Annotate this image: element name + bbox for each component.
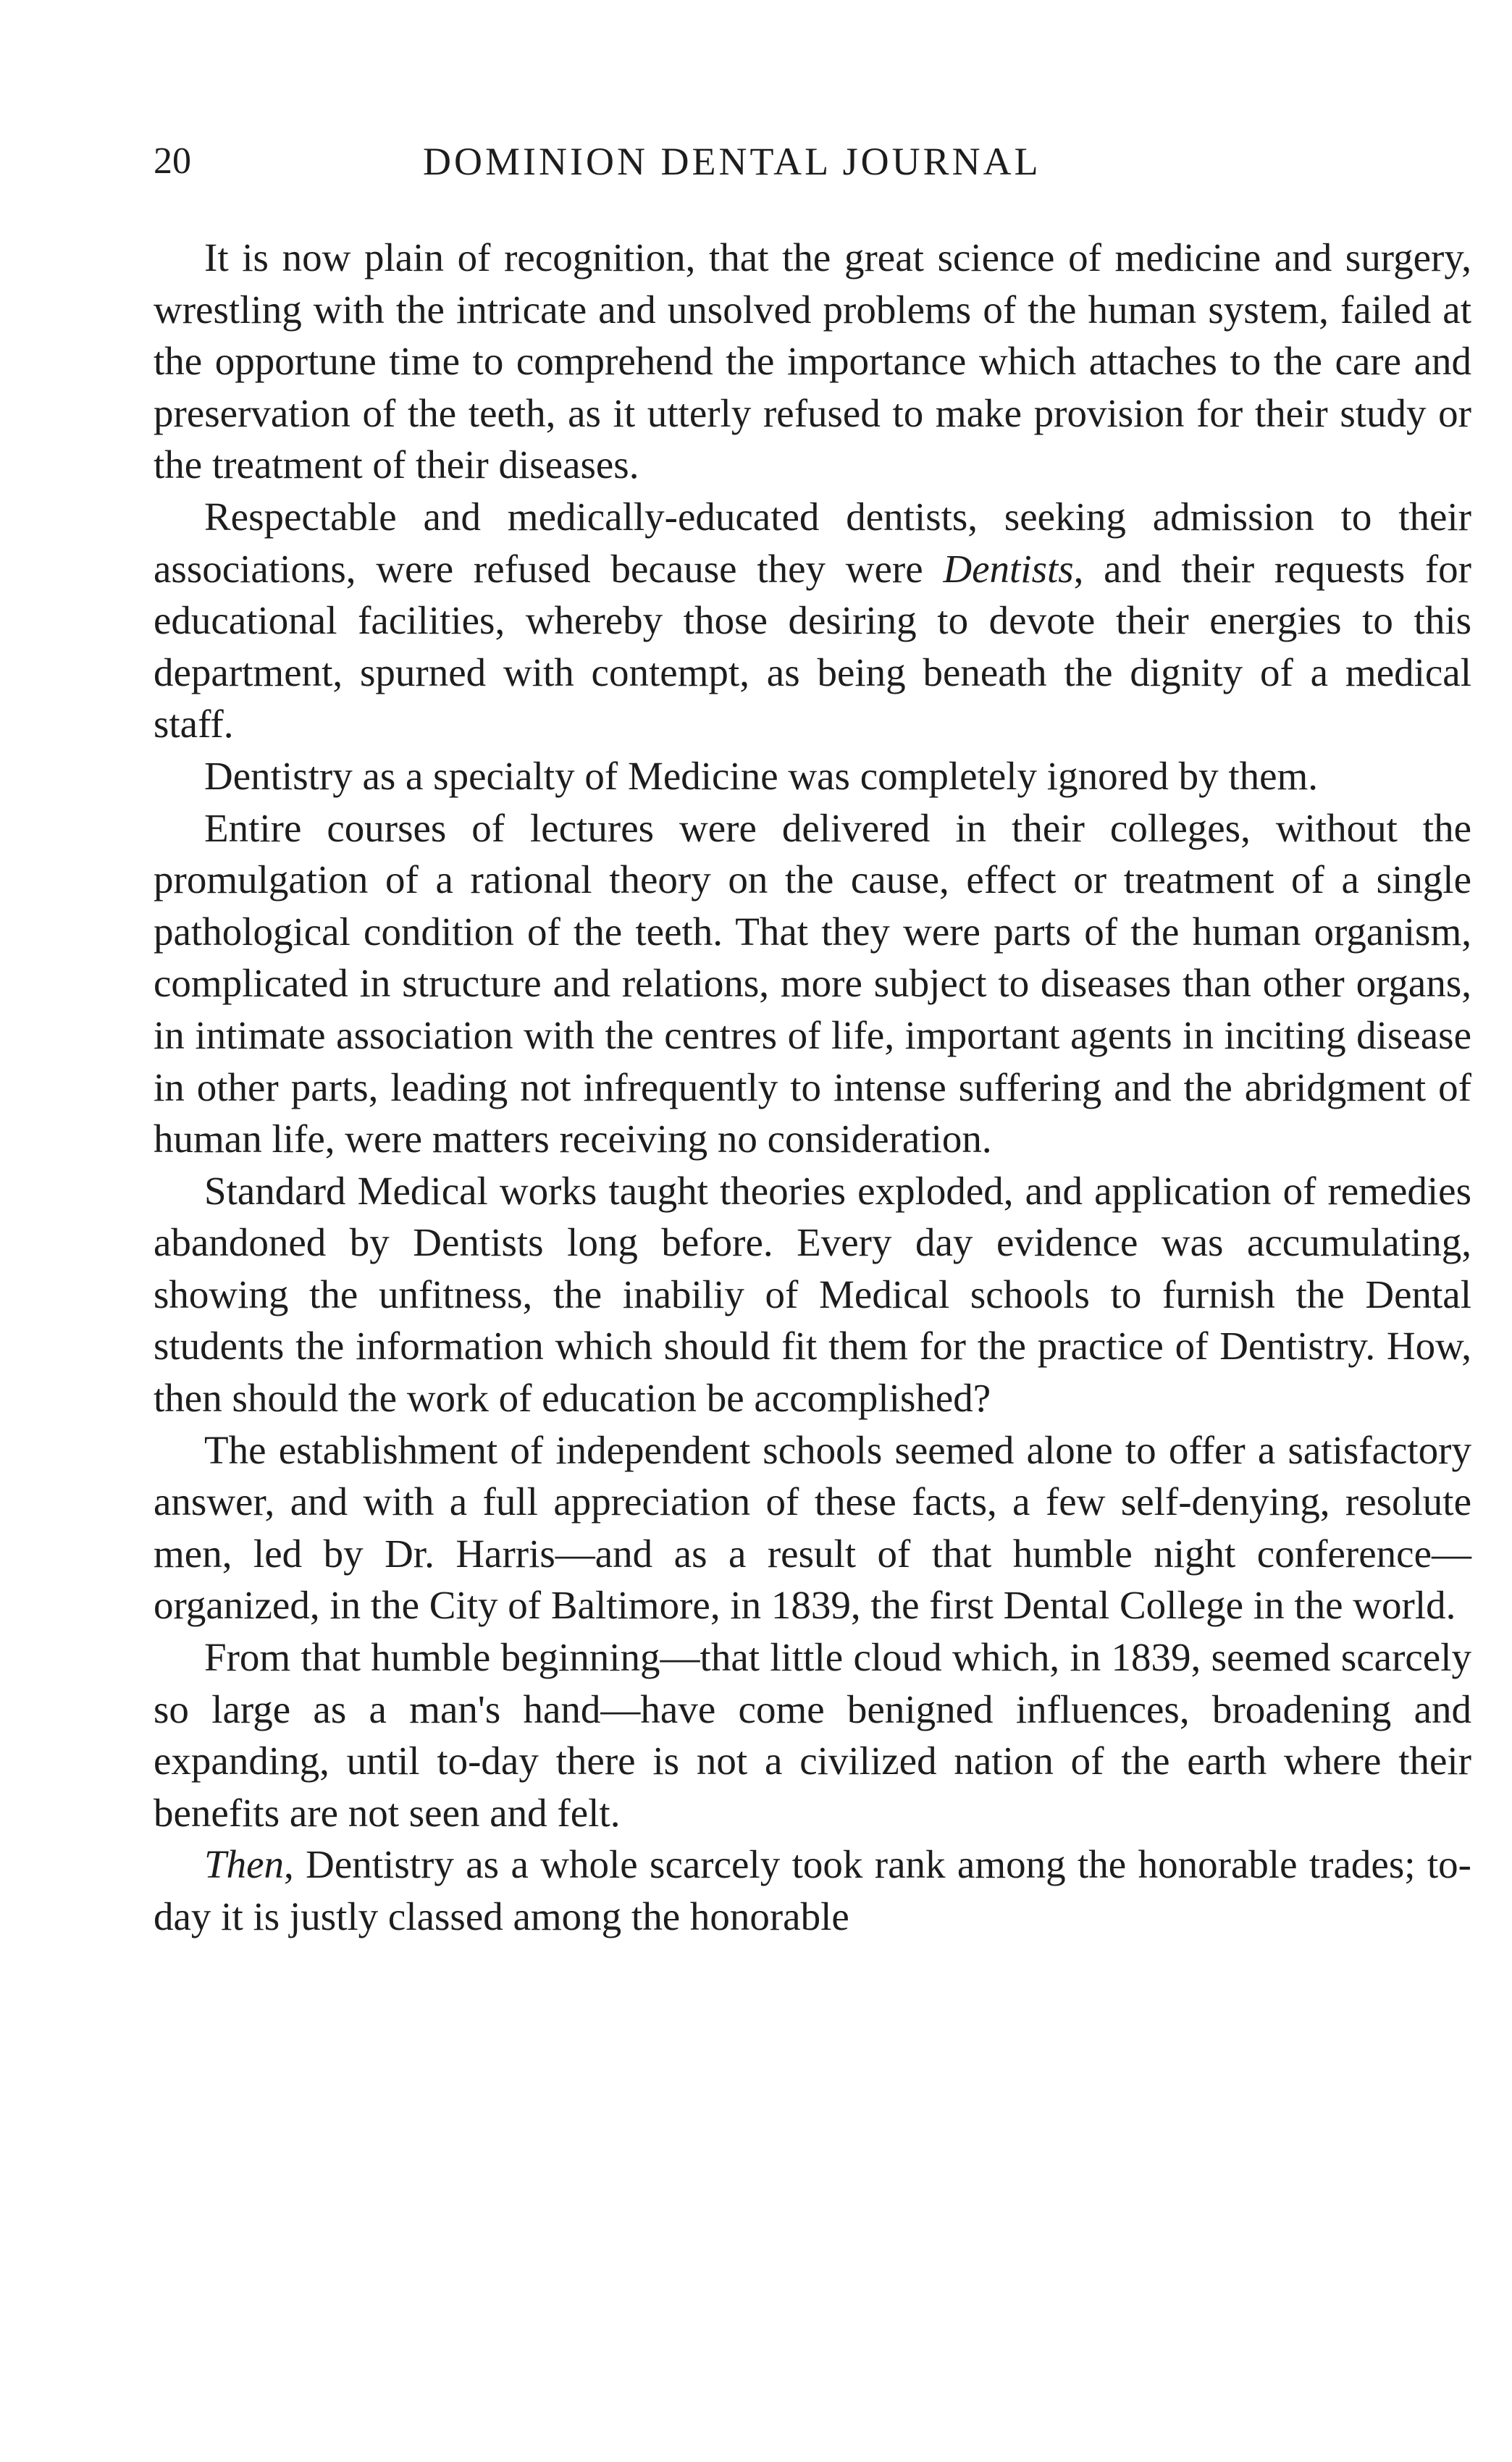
page-number: 20 <box>154 140 191 182</box>
paragraph-7: From that humble beginning—that little cloud which, in 1839, seemed scarcely so large as a man's hand—have come benigned influences, broadening and expanding, until to-day there is not a civilized nation of the earth where their benefits are not seen and felt. <box>154 1635 1471 1835</box>
paragraph-2-start: Respectable and medically-educated dentists, seeking admission to their associations, were refused because they were <box>154 494 1471 591</box>
body-text <box>154 232 1471 1943</box>
paragraph-6: The establishment of independent schools seemed alone to offer a satisfactory answer, and with a full appreciation of these facts, a few self-denying, resolute men, led by Dr. Harris—and as a result of that humble night conference—organized, in the City of Baltimore, in 1839, the first Dental College in the world. <box>154 1427 1471 1628</box>
paragraph-8 <box>154 1839 1471 1942</box>
paragraph-1: It is now plain of recognition, that the great science of medicine and surgery, wrestling with the intricate and unsolved problems of the human system, failed at the opportune time to comprehend the importance which attaches to the care and preservation of the teeth, as it utterly refused to make provision for their study or the treatment of their diseases. <box>154 235 1471 487</box>
paragraph-4: Entire courses of lectures were delivered in their colleges, without the promulgation of a rational theory on the cause, effect or treatment of a single pathological condition of the teeth. That they were parts of the human organism, complicated in structure and relations, more subject to diseases than other organs, in intimate association with the centres of life, important agents in inciting disease in other parts, leading not infrequently to intense suffering and the abridgment of human life, were matters receiving no consideration. <box>154 805 1471 1161</box>
paragraph-2 <box>154 491 1471 750</box>
emphasis-dentists: Dentists <box>943 546 1074 591</box>
paragraph-5: Standard Medical works taught theories exploded, and application of remedies abandoned by Dentists long before. Every day evidence was accumulating, showing the unfitness, the inabiliy of Medical schools to furnish the Dental students the information which should fit them for the practice of Dentistry. How, then should the work of education be accomplished? <box>154 1168 1471 1421</box>
paragraph-3: Dentistry as a specialty of Medicine was completely ignored by them. <box>204 753 1319 798</box>
paragraph-8-end: , Dentistry as a whole scarcely took rank among the honorable trades; to-day it is justly classed among the honorable <box>154 1842 1471 1938</box>
emphasis-then: Then <box>204 1842 284 1887</box>
paragraph-2-end: , and their requests for educational facilities, whereby those desiring to devote their energies to this department, spurned with contempt, as being beneath the dignity of a medical staff. <box>154 546 1471 747</box>
page-header <box>154 136 1471 194</box>
running-title: DOMINION DENTAL JOURNAL <box>423 140 1041 183</box>
